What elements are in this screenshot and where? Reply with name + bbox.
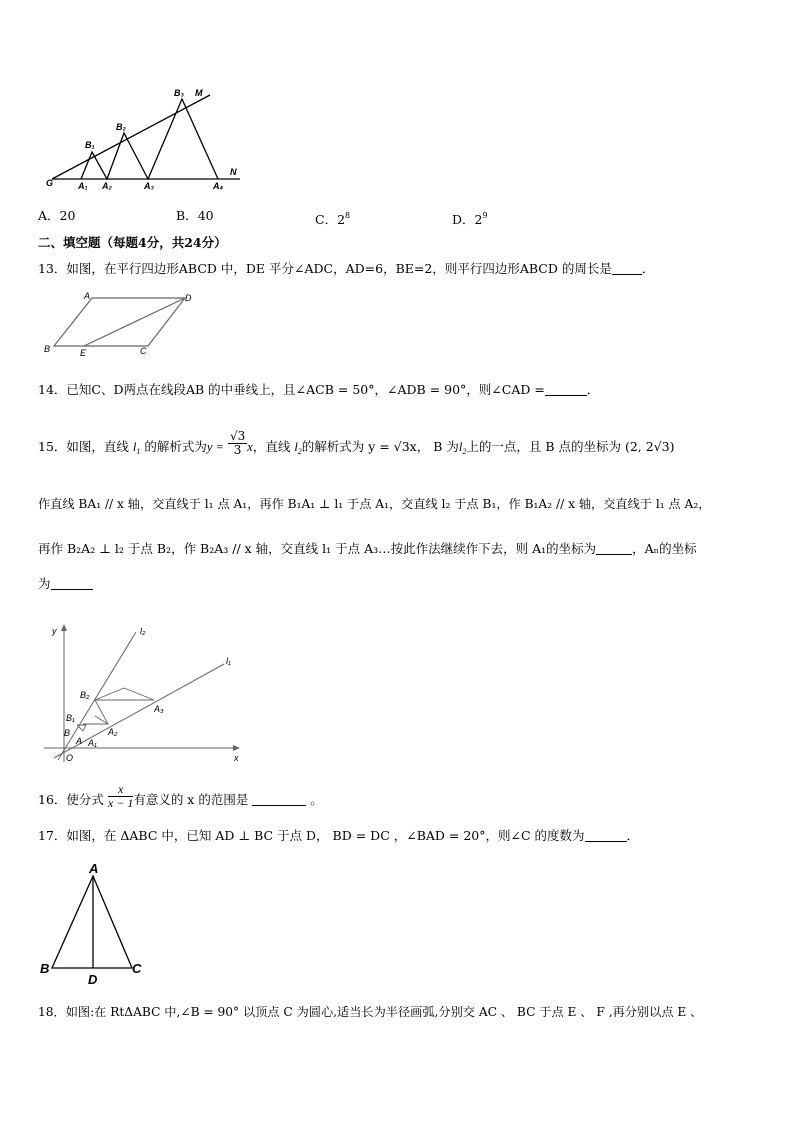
q15-fraction — [228, 430, 247, 457]
q14-end: ． — [586, 382, 600, 397]
option-a — [38, 208, 75, 224]
q17-label-c: C — [132, 961, 142, 976]
section-title: 二、填空题（每题4分，共24分） — [38, 235, 227, 250]
q17-text — [38, 828, 639, 844]
option-d-base: 2 — [474, 212, 483, 227]
q16-post: 有意义的 x 的范围是 — [133, 792, 249, 807]
q15-l2-label: $l_2$ — [294, 440, 302, 456]
q15-fig-label-a1: A₁ — [88, 738, 97, 748]
label-m: M — [195, 88, 203, 98]
q16-frac-num: x — [108, 783, 133, 797]
q13-blank[interactable] — [612, 262, 642, 275]
q16-end: 。 — [310, 792, 323, 807]
label-g: G — [46, 178, 54, 188]
label-a2: A₂ — [102, 181, 112, 190]
q15-fig-label-o: O — [66, 753, 74, 763]
label-b3: B₃ — [174, 88, 184, 98]
q15-fig-label-l2: l₂ — [140, 626, 146, 636]
triangle-abc-figure — [36, 860, 156, 988]
q14-blank[interactable] — [545, 383, 587, 396]
q15-blank-a1[interactable] — [596, 542, 632, 555]
label-b1: B₁ — [85, 140, 95, 150]
option-a-letter: A． — [38, 208, 60, 223]
q15-line2: 作直线 BA₁ // x 轴，交直线于 l₁ 点 A₁，再作 B₁A₁ ⊥ l₁ 于点 A₁，交直线 l₂ 于点 B₁，作 B₁A₂ // x 轴，交直线于 l₁ 点 A₂， — [38, 497, 711, 511]
q13-label-e: E — [80, 348, 87, 358]
q15-l2-label-b: $l_2$ — [458, 440, 467, 456]
q15-fig-label-b1: B₁ — [66, 713, 75, 723]
q15-x: x — [247, 440, 253, 454]
q15-l2-pre: ，直线 — [252, 439, 291, 454]
option-d-letter: D． — [452, 212, 475, 227]
q15-line4 — [38, 576, 93, 592]
q15-l1-label: $l_1$ — [132, 440, 141, 456]
q15-line4-text: 为 — [38, 576, 51, 591]
q13-label-c: C — [140, 346, 147, 356]
label-a1: A₁ — [78, 181, 88, 190]
q15-fig-label-x: x — [234, 753, 239, 763]
q15-line3-b: ，Aₙ的坐标 — [632, 541, 697, 556]
q15-fig-label-y: y — [52, 626, 57, 636]
q15-line3 — [38, 541, 697, 557]
q13-text — [38, 261, 654, 277]
q18-text: 18．如图:在 RtΔABC 中,∠B = 90° 以顶点 C 为圆心,适当长为半径画弧,分别交 AC 、 BC 于点 E 、 F ,再分别以点 E 、 — [38, 1005, 703, 1019]
q15-frac-den: 3 — [233, 443, 242, 457]
q16-fraction — [108, 783, 133, 810]
q16-blank[interactable] — [252, 793, 306, 806]
parallelogram-figure — [40, 290, 200, 358]
q17-label-a: A — [89, 861, 99, 876]
q13-stem: 13．如图，在平行四边形ABCD 中，DE 平分∠ADC，AD=6，BE=2，则平行四边形ABCD 的周长是 — [38, 261, 612, 276]
option-c-base: 2 — [337, 212, 346, 227]
q13-label-d: D — [185, 293, 192, 303]
option-b-value: 40 — [197, 208, 214, 223]
q15-fig-label-b: B — [64, 728, 71, 738]
option-c-letter: C． — [315, 212, 338, 227]
q15-blank-an[interactable] — [51, 577, 93, 590]
q17-label-b: B — [40, 961, 50, 976]
q15-fig-label-a: A — [76, 736, 83, 746]
q13-label-b: B — [44, 344, 51, 354]
q17-stem: 17．如图，在 ΔABC 中，已知 AD ⊥ BC 于点 D， BD = DC ，∠BAD = 20°，则∠C 的度数为 — [38, 828, 585, 843]
q15-l1-tail: 的解析式为 — [144, 439, 207, 454]
q15-fig-label-b2: B₂ — [80, 690, 90, 700]
q15-fig-label-a2: A₂ — [108, 727, 118, 737]
option-d — [452, 208, 488, 228]
label-a3: A₃ — [144, 181, 154, 190]
label-n: N — [230, 167, 237, 177]
q17-blank[interactable] — [585, 829, 627, 842]
q14-text — [38, 382, 599, 398]
q15-frac-num: √3 — [229, 429, 246, 443]
option-c — [315, 208, 350, 228]
q16-text — [38, 782, 323, 810]
q15-line1 — [38, 429, 675, 460]
option-c-exp: 8 — [345, 211, 351, 220]
q15-l2-tail: 的解析式为 y = √3x， — [301, 439, 430, 454]
q15-intro: 15．如图，直线 — [38, 439, 129, 454]
option-a-value: 20 — [59, 208, 76, 223]
q15-b-on: B 为 — [433, 439, 459, 454]
q14-stem: 14．已知C、D两点在线段AB 的中垂线上，且∠ACB = 50°，∠ADB = 90°，则∠CAD = — [38, 382, 545, 397]
triangles-figure — [40, 82, 250, 190]
option-d-exp: 9 — [482, 211, 488, 220]
q15-y-eq: y = — [206, 440, 224, 454]
q15-b-tail: 上的一点，且 B 点的坐标为 (2, 2√3) — [466, 439, 675, 454]
q13-label-a: A — [84, 291, 91, 301]
q15-fig-label-l1: l₁ — [226, 656, 231, 666]
q15-line3-a: 再作 B₂A₂ ⊥ l₂ 于点 B₂，作 B₂A₃ // x 轴，交直线 l₁ 于点 A₃…按此作法继续作下去，则 A₁的坐标为 — [38, 541, 597, 556]
option-b-letter: B． — [176, 208, 198, 223]
q15-fig-label-a3: A₃ — [154, 704, 164, 714]
label-b2: B₂ — [116, 122, 126, 132]
q17-end: ． — [626, 828, 640, 843]
q17-label-d: D — [88, 972, 98, 987]
q16-frac-den: x − 1 — [107, 796, 134, 810]
coordinate-figure — [40, 620, 250, 768]
q16-pre: 16．使分式 — [38, 792, 104, 807]
q13-end: ． — [641, 261, 655, 276]
label-a4: A₄ — [213, 181, 224, 190]
option-b — [176, 208, 214, 224]
